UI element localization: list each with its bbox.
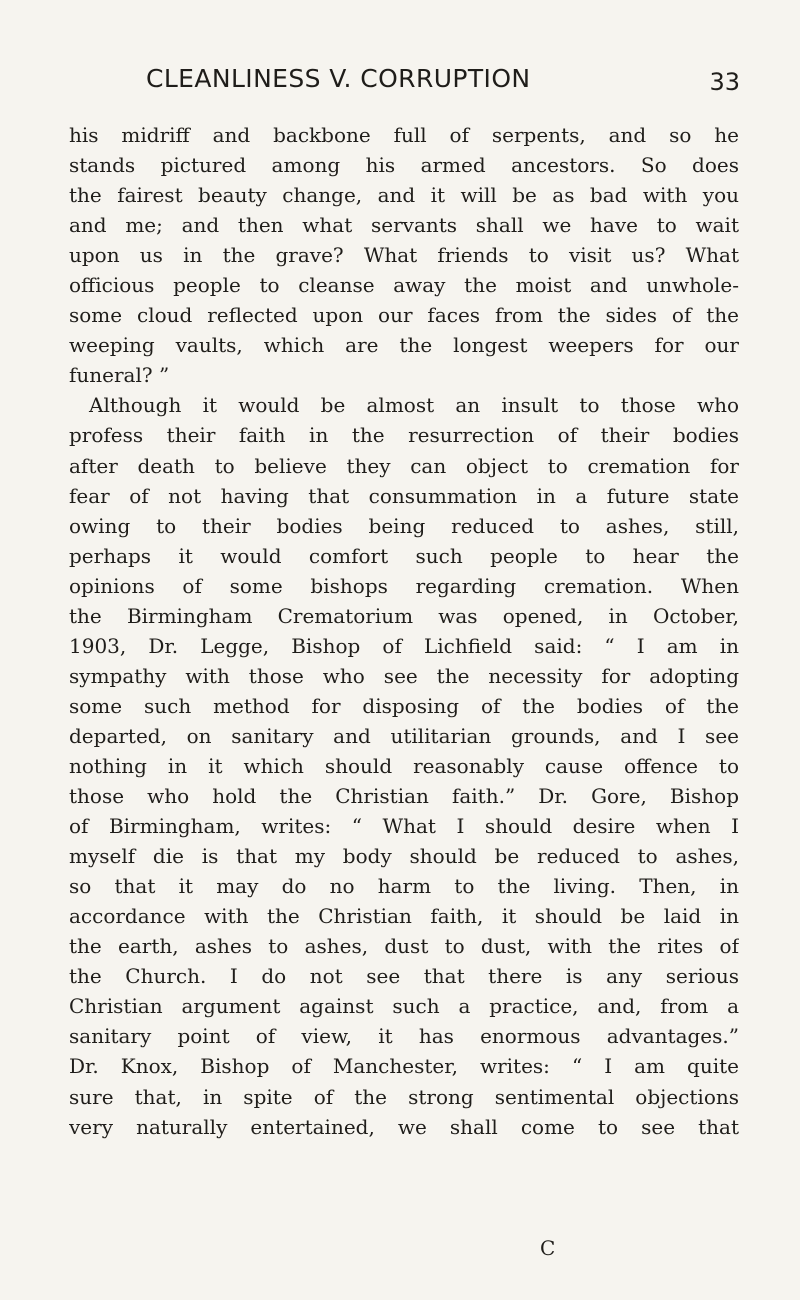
text-line: Although it would be almost an insult to those who xyxy=(89,393,739,418)
running-title: CLEANLINESS V. CORRUPTION xyxy=(146,64,531,93)
text-line: sympathy with those who see the necessity for adopting xyxy=(69,663,739,688)
text-line: myself die is that my body should be reduced to ashes, xyxy=(69,844,739,869)
text-line: departed, on sanitary and utilitarian grounds, and I see xyxy=(69,723,739,748)
text-line: nothing in it which should reasonably cause offence to xyxy=(69,753,739,778)
text-line: some cloud reflected upon our faces from the sides of the xyxy=(69,303,739,328)
text-line: so that it may do no harm to the living. Then, in xyxy=(69,874,739,899)
text-line: sanitary point of view, it has enormous advantages.” xyxy=(69,1024,739,1049)
text-line: of Birmingham, writes: “ What I should desire when I xyxy=(69,814,739,839)
body-text xyxy=(69,120,739,1142)
text-line: the earth, ashes to ashes, dust to dust, with the rites of xyxy=(69,934,739,959)
text-line: after death to believe they can object to cremation for xyxy=(69,453,739,478)
text-line: the fairest beauty change, and it will be as bad with you xyxy=(69,183,739,208)
text-line: accordance with the Christian faith, it should be laid in xyxy=(69,904,739,929)
text-line: funeral? ” xyxy=(69,363,170,388)
text-line: the Church. I do not see that there is any serious xyxy=(69,964,739,989)
text-line: weeping vaults, which are the longest weepers for our xyxy=(69,333,739,358)
text-line: Christian argument against such a practice, and, from a xyxy=(69,994,739,1019)
text-line: perhaps it would comfort such people to hear the xyxy=(69,543,739,568)
signature-mark: C xyxy=(540,1236,556,1260)
text-line: the Birmingham Crematorium was opened, in October, xyxy=(69,603,739,628)
text-line: 1903, Dr. Legge, Bishop of Lichfield said: “ I am in xyxy=(69,633,739,658)
page-number: 33 xyxy=(709,68,740,96)
text-line: officious people to cleanse away the moist and unwhole- xyxy=(69,273,739,298)
text-line: some such method for disposing of the bodies of the xyxy=(69,693,739,718)
text-line: Dr. Knox, Bishop of Manchester, writes: “ I am quite xyxy=(69,1054,739,1079)
text-line: opinions of some bishops regarding cremation. When xyxy=(69,573,739,598)
running-head xyxy=(146,64,746,104)
text-line: profess their faith in the resurrection of their bodies xyxy=(69,423,739,448)
text-line: stands pictured among his armed ancestors. So does xyxy=(69,153,739,178)
text-line: and me; and then what servants shall we have to wait xyxy=(69,213,739,238)
text-line: very naturally entertained, we shall come to see that xyxy=(69,1114,739,1139)
text-line: owing to their bodies being reduced to ashes, still, xyxy=(69,513,739,538)
text-line: fear of not having that consummation in a future state xyxy=(69,483,739,508)
text-line: upon us in the grave? What friends to visit us? What xyxy=(69,243,739,268)
text-line: his midriff and backbone full of serpents, and so he xyxy=(69,123,739,147)
text-line: sure that, in spite of the strong sentimental objections xyxy=(69,1084,739,1109)
text-line: those who hold the Christian faith.” Dr. Gore, Bishop xyxy=(69,784,739,809)
